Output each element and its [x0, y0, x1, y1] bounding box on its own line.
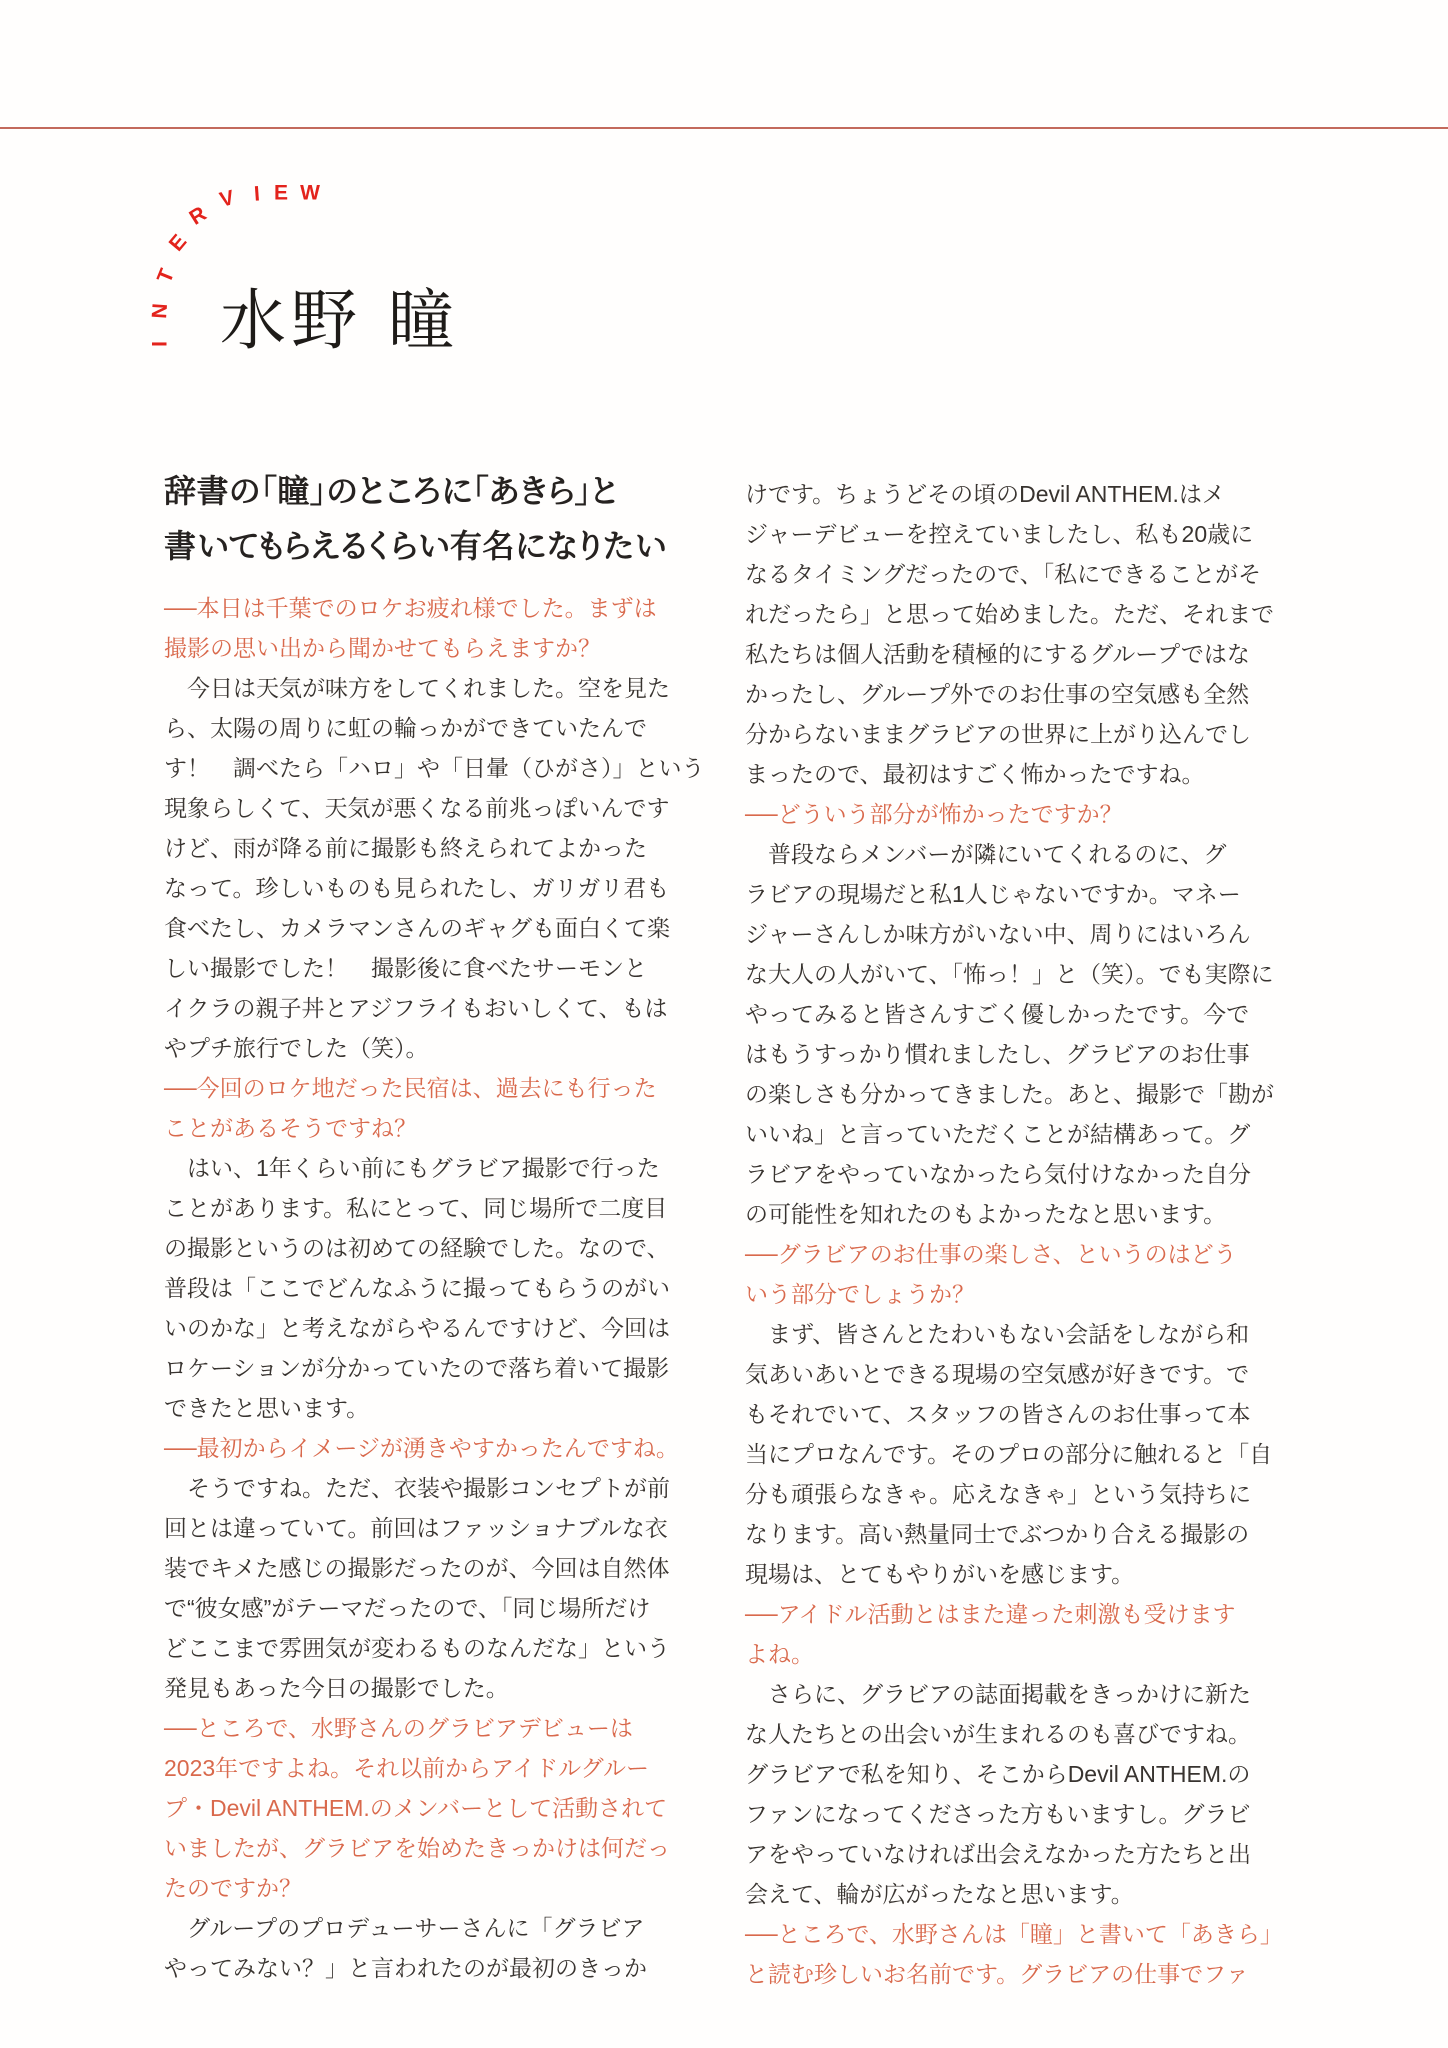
- text-line: なります。高い熱量同士でぶつかり合える撮影の: [745, 1521, 1250, 1547]
- text-line: もそれでいて、スタッフの皆さんのお仕事って本: [745, 1401, 1251, 1427]
- text-line: なるタイミングだったので、「私にできることがそ: [745, 561, 1262, 587]
- interview-question: [164, 1708, 670, 1908]
- text-line: 回とは違っていて。前回はファッショナブルな衣: [164, 1515, 668, 1541]
- interview-answer: [164, 1148, 670, 1428]
- text-line: グラビアで私を知り、そこからDevil ANTHEM.の: [745, 1761, 1251, 1787]
- text-line: はもうすっかり慣れましたし、グラビアのお仕事: [745, 1041, 1250, 1067]
- text-line: 気あいあいとできる現場の空気感が好きです。で: [745, 1361, 1250, 1387]
- text-line: 撮影の思い出から聞かせてもらえますか？: [164, 635, 601, 661]
- text-line: そうですね。ただ、衣装や撮影コンセプトが前: [164, 1475, 670, 1501]
- column-right: [745, 474, 1283, 1994]
- arc-letter: T: [152, 265, 180, 287]
- text-line: 普段ならメンバーが隣にいてくれるのに、グ: [745, 841, 1227, 867]
- text-line: ことがあります。私にとって、同じ場所で二度目: [164, 1195, 668, 1221]
- top-rule: [0, 127, 1448, 129]
- text-line: ことがあるそうですね？: [164, 1115, 417, 1141]
- text-line: の可能性を知れたのもよかったなと思います。: [745, 1201, 1227, 1227]
- arc-letter: V: [217, 186, 237, 212]
- text-line: ──グラビアのお仕事の楽しさ、というのはどう: [745, 1241, 1237, 1267]
- interview-answer: [164, 668, 705, 1068]
- interview-answer: [164, 1908, 664, 1988]
- text-line: ──ところで、水野さんは「瞳」と書いて「あきら」: [745, 1921, 1283, 1947]
- text-line: けです。ちょうどその頃のDevil ANTHEM.はメ: [745, 481, 1225, 507]
- text-line: まったので、最初はすごく怖かったですね。: [745, 761, 1205, 787]
- arc-letter: W: [300, 181, 320, 205]
- text-line: 分も頑張らなきゃ。応えなきゃ」という気持ちに: [745, 1481, 1251, 1507]
- text-line: いましたが、グラビアを始めたきっかけは何だっ: [164, 1835, 670, 1861]
- interview-answer: [164, 1468, 670, 1708]
- text-line: ファンになってくださった方もいますし。グラビ: [745, 1801, 1251, 1827]
- text-line: ら、太陽の周りに虹の輪っかができていたんで: [164, 715, 647, 741]
- interview-question: [164, 1428, 679, 1468]
- page-title: 水野 瞳: [220, 282, 459, 359]
- text-line: な人たちとの出会いが生まれるのも喜びですね。: [745, 1721, 1251, 1747]
- text-line: なって。珍しいものも見られたし、ガリガリ君も: [164, 875, 670, 901]
- text-line: ──今回のロケ地だった民宿は、過去にも行った: [164, 1075, 657, 1101]
- text-line: イクラの親子丼とアジフライもおいしくて、もは: [164, 995, 668, 1021]
- text-line: いう部分でしょうか？: [745, 1281, 975, 1307]
- text-line: どここまで雰囲気が変わるものなんだな」という: [164, 1635, 670, 1661]
- column-left: [164, 588, 705, 1988]
- text-line: ──本日は千葉でのロケお疲れ様でした。まずは: [164, 595, 657, 621]
- text-line: できたと思います。: [164, 1395, 370, 1421]
- text-line: の撮影というのは初めての経験でした。なので、: [164, 1235, 670, 1261]
- text-line: プ・Devil ANTHEM.のメンバーとして活動されて: [164, 1795, 668, 1821]
- text-line: ──最初からイメージが湧きやすかったんですね。: [164, 1435, 679, 1461]
- text-line: やってみない？」と言われたのが最初のきっか: [164, 1955, 647, 1981]
- interview-answer: [745, 1314, 1273, 1594]
- text-line: たのですか？: [164, 1875, 302, 1901]
- arc-letter: I: [253, 182, 261, 206]
- text-line: アをやっていなければ出会えなかった方たちと出: [745, 1841, 1251, 1867]
- text-line: さらに、グラビアの誌面掲載をきっかけに新た: [745, 1681, 1251, 1707]
- text-line: ラビアをやっていなかったら気付けなかった自分: [745, 1161, 1251, 1187]
- text-line: 当にプロなんです。そのプロの部分に触れると「自: [745, 1441, 1273, 1467]
- text-line: と読む珍しいお名前です。グラビアの仕事でファ: [745, 1961, 1249, 1987]
- text-line: ──アイドル活動とはまた違った刺激も受けます: [745, 1601, 1236, 1627]
- interview-answer: [745, 834, 1274, 1234]
- text-line: 装でキメた感じの撮影だったのが、今回は自然体: [164, 1555, 670, 1581]
- text-line: やってみると皆さんすごく優しかったです。今で: [745, 1001, 1250, 1027]
- text-line: ──ところで、水野さんのグラビアデビューは: [164, 1715, 633, 1741]
- text-line: まず、皆さんとたわいもない会話をしながら和: [745, 1321, 1250, 1347]
- text-line: ロケーションが分かっていたので落ち着いて撮影: [164, 1355, 670, 1381]
- text-line: な大人の人がいて、「怖っ！」と（笑）。でも実際に: [745, 961, 1274, 987]
- arc-letter: E: [273, 181, 289, 205]
- text-line: 発見もあった今日の撮影でした。: [164, 1675, 509, 1701]
- interview-answer: [745, 474, 1274, 794]
- interview-question: [745, 1914, 1283, 1994]
- text-line: 現象らしくて、天気が悪くなる前兆っぽいんです: [164, 795, 670, 821]
- interview-question: [164, 588, 664, 668]
- text-line: かったし、グループ外でのお仕事の空気感も全然: [745, 681, 1250, 707]
- text-line: ──どういう部分が怖かったですか？: [745, 801, 1123, 827]
- text-line: 今日は天気が味方をしてくれました。空を見た: [164, 675, 670, 701]
- arc-letter: I: [148, 341, 172, 347]
- text-line: 私たちは個人活動を積極的にするグループではな: [745, 641, 1250, 667]
- text-line: 会えて、輪が広がったなと思います。: [745, 1881, 1134, 1907]
- text-line: 現場は、とてもやりがいを感じます。: [745, 1561, 1135, 1587]
- text-line: 2023年ですよね。それ以前からアイドルグルー: [164, 1755, 649, 1781]
- arc-letter: R: [185, 202, 211, 230]
- arc-letter: E: [164, 230, 192, 256]
- text-line: しい撮影でした！ 撮影後に食べたサーモンと: [164, 955, 647, 981]
- text-line: いいね」と言っていただくことが結構あって。グ: [745, 1121, 1251, 1147]
- text-line: 普段は「ここでどんなふうに撮ってもらうのがい: [164, 1275, 670, 1301]
- interview-question: [164, 1068, 664, 1148]
- text-line: 分からないままグラビアの世界に上がり込んでし: [745, 721, 1251, 747]
- lead-heading-line: 書いてもらえるくらい有名になりたい: [164, 528, 667, 564]
- lead-heading: [164, 464, 667, 574]
- text-line: ラビアの現場だと私1人じゃないですか。マネー: [745, 881, 1241, 907]
- text-line: ジャーさんしか味方がいない中、周りにはいろん: [745, 921, 1251, 947]
- text-line: れだったら」と思って始めました。ただ、それまで: [745, 601, 1274, 627]
- text-line: いのかな」と考えながらやるんですけど、今回は: [164, 1315, 670, 1341]
- text-line: けど、雨が降る前に撮影も終えられてよかった: [164, 835, 647, 861]
- interview-question: [745, 1594, 1245, 1674]
- text-line: ジャーデビューを控えていましたし、私も20歳に: [745, 521, 1254, 547]
- text-line: 食べたし、カメラマンさんのギャグも面白くて楽: [164, 915, 670, 941]
- lead-heading-line: 辞書の「瞳」のところに「あきら」と: [164, 473, 619, 509]
- text-line: す！ 調べたら「ハロ」や「日暈（ひがさ）」という: [164, 755, 705, 781]
- interview-answer: [745, 1674, 1251, 1914]
- interview-question: [745, 1234, 1245, 1314]
- text-line: で“彼女感”がテーマだったので、「同じ場所だけ: [164, 1595, 651, 1621]
- text-line: よね。: [745, 1641, 814, 1667]
- text-line: グループのプロデューサーさんに「グラビア: [164, 1915, 645, 1941]
- interview-question: [745, 794, 1245, 834]
- text-line: の楽しさも分かってきました。あと、撮影で「勘が: [745, 1081, 1274, 1107]
- text-line: はい、1年くらい前にもグラビア撮影で行った: [164, 1155, 660, 1181]
- arc-letter: N: [147, 302, 173, 320]
- text-line: やプチ旅行でした（笑）。: [164, 1035, 429, 1061]
